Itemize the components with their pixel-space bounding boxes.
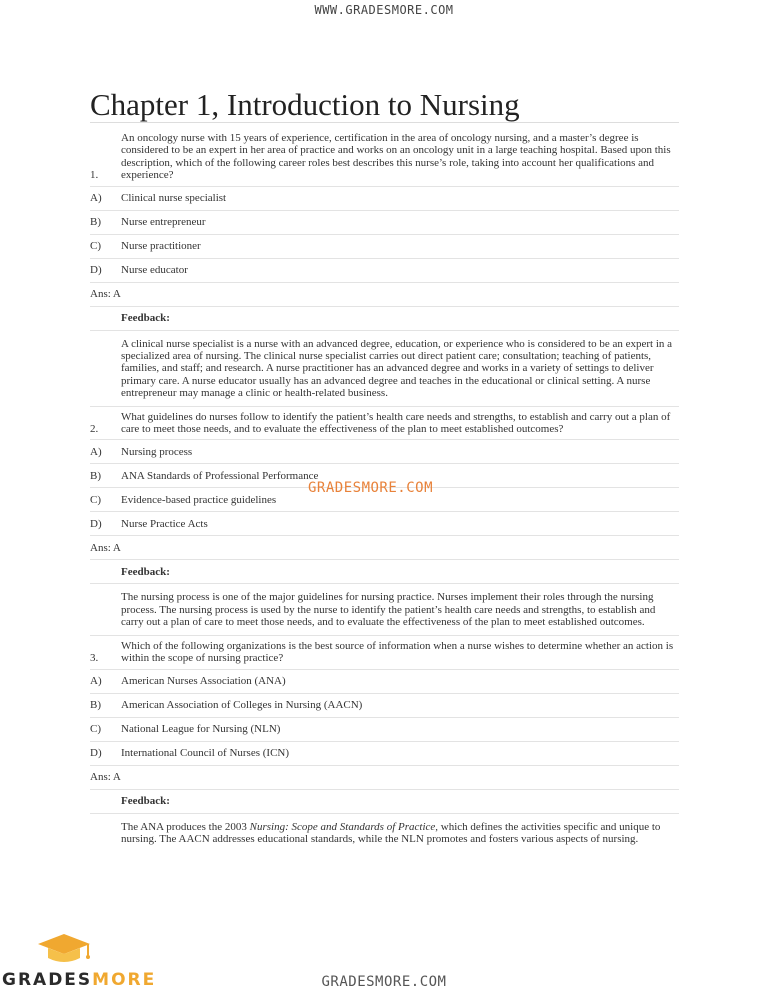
question-3 [90, 636, 679, 670]
answer-text: Ans: A [90, 770, 121, 783]
book-title: Nursing: Scope and Standards of Practice [249, 820, 436, 833]
question-1 [90, 128, 679, 187]
feedback-body [90, 584, 679, 635]
option-text: ANA Standards of Professional Performance [121, 469, 319, 482]
question-number: 3. [90, 652, 99, 665]
option-letter: C) [90, 722, 101, 735]
option-text: Evidence-based practice guidelines [121, 493, 277, 506]
option-d [90, 512, 679, 536]
option-text: American Nurses Association (ANA) [121, 674, 286, 687]
question-2 [90, 407, 679, 441]
option-text: National League for Nursing (NLN) [121, 722, 281, 735]
title-divider [90, 122, 679, 123]
question-text: An oncology nurse with 15 years of experience, certification in the area of oncology nursing, and a master’s degree is considered to be an expert in her area of practice and works on an oncology unit in a large teaching hospital. Based upon this description, which of the following career roles best describes this nurse’s role, taking into account her qualifications and experience? [121, 132, 671, 182]
brand-logo: GRADESMORE [2, 970, 157, 990]
option-b [90, 211, 679, 235]
question-number: 2. [90, 423, 99, 436]
feedback-label: Feedback: [121, 565, 170, 578]
feedback-text: The nursing process is one of the major guidelines for nursing practice. Nurses implement their roles through the nursing process. The nursing process is used by the nurse to identify the patient’s health care needs and strengths, to establish and carry out a plan of care to meet those needs, and to evaluate the effectiveness of the plan to meet established outcomes. [121, 591, 656, 629]
option-text: Nurse Practice Acts [121, 517, 208, 530]
option-a [90, 670, 679, 694]
chapter-title: Chapter 1, Introduction to Nursing [90, 87, 520, 122]
option-a [90, 440, 679, 464]
feedback-body [90, 331, 679, 407]
feedback-label: Feedback: [121, 311, 170, 324]
question-text: What guidelines do nurses follow to identify the patient’s health care needs and strengths, to establish and carry out a plan of care to meet those needs, and to evaluate the effectiveness of the plan to meet established outcomes? [121, 410, 671, 436]
answer-text: Ans: A [90, 541, 121, 554]
header-watermark: WWW.GRADESMORE.COM [314, 3, 454, 17]
center-watermark: GRADESMORE.COM [308, 480, 434, 496]
option-a [90, 187, 679, 211]
feedback-body [90, 814, 679, 852]
option-letter: A) [90, 674, 102, 687]
feedback-heading [90, 790, 679, 814]
answer-row [90, 536, 679, 560]
question-number: 1. [90, 169, 99, 182]
feedback-label: Feedback: [121, 794, 170, 807]
feedback-heading [90, 560, 679, 584]
option-d [90, 259, 679, 283]
answer-row [90, 766, 679, 790]
footer-watermark: GRADESMORE.COM [321, 974, 447, 990]
option-letter: C) [90, 493, 101, 506]
option-letter: C) [90, 239, 101, 252]
option-text: Nurse educator [121, 263, 188, 276]
option-text: International Council of Nurses (ICN) [121, 746, 290, 759]
feedback-text: A clinical nurse specialist is a nurse with an advanced degree, education, or experience who is considered to be an expert in a specialized area of nursing. The clinical nurse specialist carries out direct patient care; consultation; teaching of patients, families, and staff; and research. A nurse practitioner has an advanced degree and works in a variety of settings to deliver primary care. A nurse educator usually has an advanced degree and teaches in the educational or clinical setting. A nurse entrepreneur may manage a clinic or health-related business. [121, 337, 673, 400]
option-letter: D) [90, 746, 102, 759]
option-b [90, 694, 679, 718]
feedback-heading [90, 307, 679, 331]
option-text: Clinical nurse specialist [121, 191, 227, 204]
option-letter: D) [90, 263, 102, 276]
option-letter: A) [90, 445, 102, 458]
answer-text: Ans: A [90, 287, 121, 300]
option-letter: D) [90, 517, 102, 530]
option-c [90, 718, 679, 742]
feedback-text: The ANA produces the 2003 Nursing: Scope and Standards of Practice, which defines the activities specific and unique to nursing. The AACN addresses educational standards, while the NLN promotes and fosters various aspects of nursing. [121, 820, 661, 845]
answer-row [90, 283, 679, 307]
option-text: Nurse entrepreneur [121, 215, 206, 228]
option-text: American Association of Colleges in Nursing (AACN) [121, 698, 363, 711]
question-text: Which of the following organizations is the best source of information when a nurse wishes to determine whether an action is within the scope of nursing practice? [121, 639, 674, 665]
option-d [90, 742, 679, 766]
option-letter: B) [90, 698, 101, 711]
option-text: Nursing process [121, 445, 193, 458]
option-letter: B) [90, 469, 101, 482]
option-letter: B) [90, 215, 101, 228]
option-letter: A) [90, 191, 102, 204]
option-c [90, 235, 679, 259]
option-text: Nurse practitioner [121, 239, 201, 252]
